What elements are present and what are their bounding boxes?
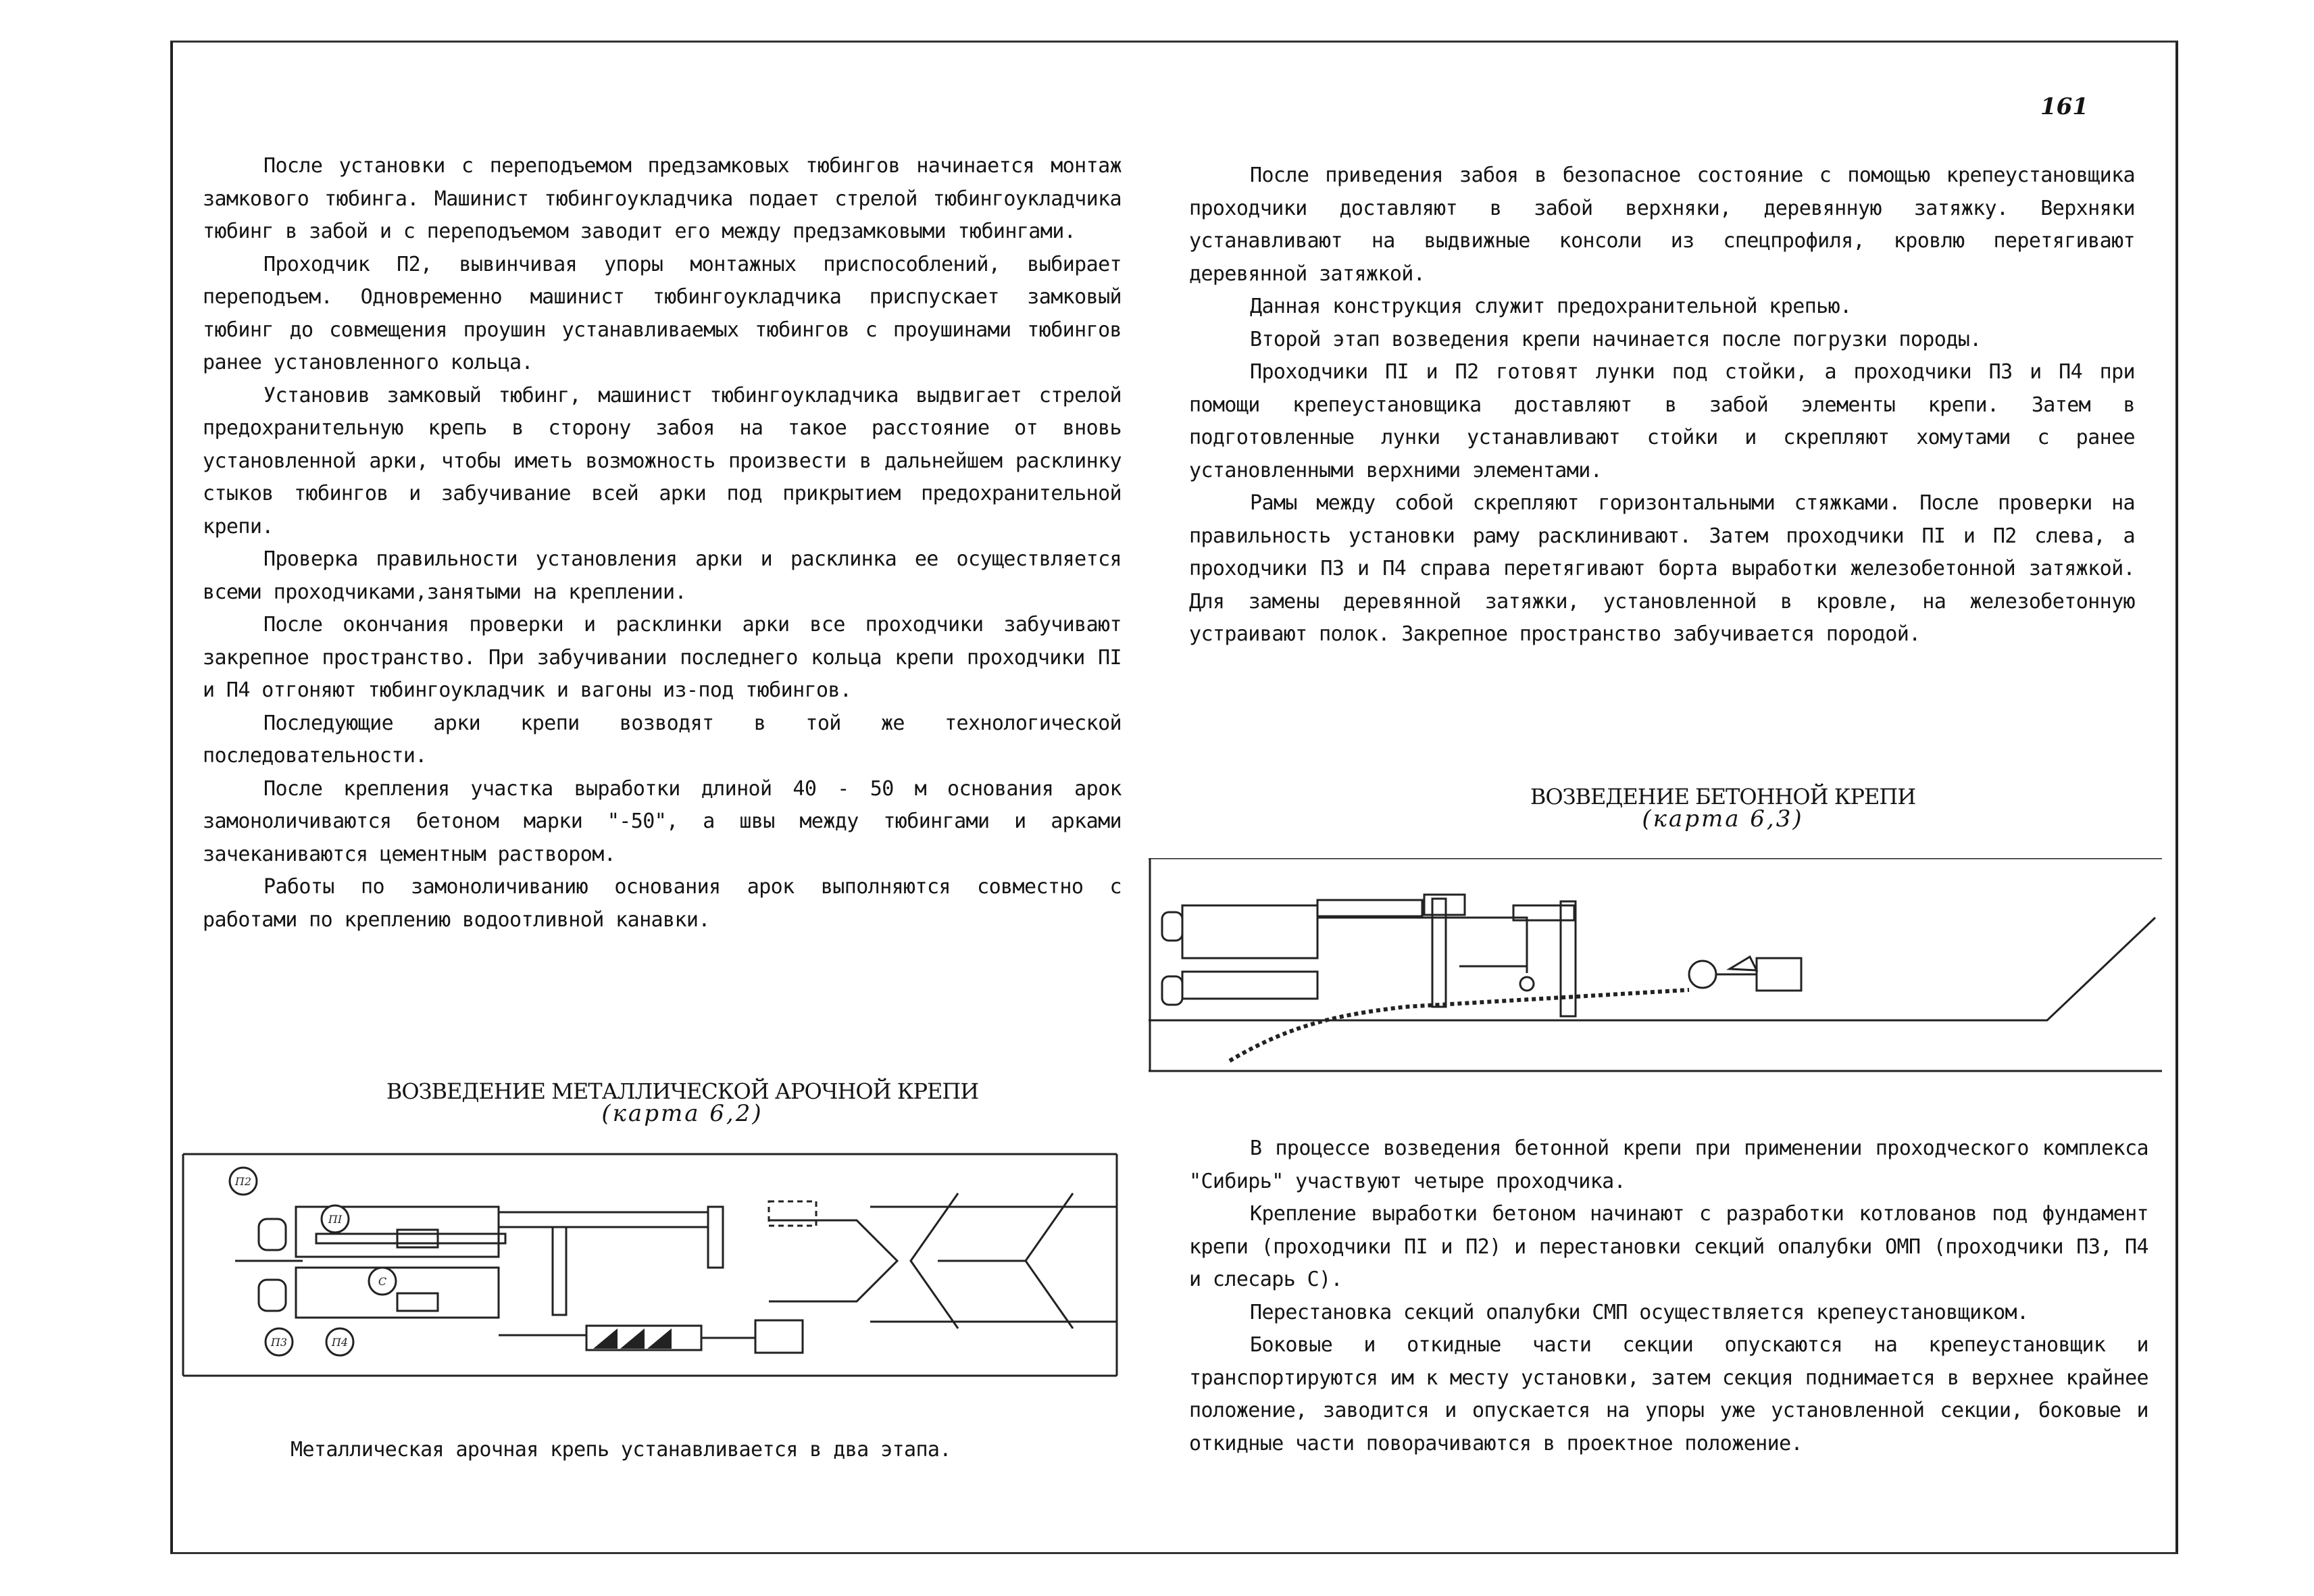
switch-right [1026,1193,1073,1261]
lining-edge [1149,918,2155,1020]
wheel-left [1162,976,1182,1005]
paragraph: Последующие арки крепи возводят в той же технологической последовательности. [203,711,1122,768]
tubing-segments [593,1328,672,1349]
boom [1317,900,1422,916]
worker-label-p2: П2 [234,1175,252,1188]
wheel [259,1280,286,1311]
paragraph: Установив замковый тюбинг, машинист тюбингоукладчика выдвигает стрелой предохранительную крепь в сторону забоя на такое расстояние от вновь установленной арки, чтобы иметь возможность произвести в дальнейшем расклинку стыков тюбингов и забучивание всей арки под прикрытием предохранительной крепи. [203,383,1122,539]
paragraph: Проверка правильности установления арки и расклинка ее осуществляется всеми проходчиками,занятыми на креплении. [203,547,1122,604]
pump-unit [1757,958,1801,991]
paragraph: Второй этап возведения крепи начинается после погрузки породы. [1250,327,1982,351]
concrete-support-diagram [1149,858,2162,1074]
right-text-column-bottom [1189,1132,2148,1460]
conveyor-outline [769,1220,897,1301]
nozzle [1730,957,1757,970]
worker-label-p3: П3 [270,1336,288,1349]
paragraph: После приведения забоя в безопасное состояние с помощью крепеустановщика проходчики доставляют в забой верхняки, деревянную затяжку. Верхняки устанавливают на выдвижные консоли из спецпрофиля, кровлю перетягивают деревянной затяжкой. [1189,164,2135,286]
paragraph: После установки с переподъемом предзамковых тюбингов начинается монтаж замкового тюбинга. Машинист тюбингоукладчика подает стрелой тюбингоукладчика тюбинг в забой и с переподъемом заводит его между предзамковыми тюбингами. [203,154,1122,243]
heading-concrete-map-ref: (карта 6,3) [1642,805,1804,832]
paragraph: Данная конструкция служит предохранительной крепью. [1250,295,1852,318]
tubing-placeholder [769,1201,816,1226]
paragraph: Проходчики ПI и П2 готовят лунки под стойки, а проходчики П3 и П4 при помощи крепеустановщика доставляют в забой элементы крепи. Затем в подготовленные лунки устанавливают стойки и скрепляют хомутами с ранее установленными верхними элементами. [1189,360,2135,482]
paragraph: После окончания проверки и расклинки арки все проходчики забучивают закрепное пространство. При забучивании последнего кольца крепи проходчики ПI и П4 отгоняют тюбингоукладчик и вагоны из-под тюбингов. [203,613,1122,702]
worker-label-s: С [378,1275,387,1288]
left-text-column [203,150,1122,937]
metal-arch-support-diagram [181,1153,1127,1382]
paragraph: После крепления участка выработки длиной 40 - 50 м основания арок замоноличиваются бетоном марки "-50", а швы между тюбингами и арками зачеканиваются цементным раствором. [203,776,1122,866]
formwork-section [1182,905,1317,958]
switch-right [1026,1261,1073,1328]
heading-metal-map-ref: (карта 6,2) [601,1100,763,1127]
paragraph: Работы по замоноличиванию основания арок выполняются совместно с работами по креплению водоотливной канавки. [203,875,1122,932]
concrete-hose [1230,990,1689,1061]
paragraph: В процессе возведения бетонной крепи при применении проходческого комплекса "Сибирь" участвуют четыре проходчика. [1189,1137,2148,1193]
paragraph: Боковые и откидные части секции опускаются на крепеустановщик и транспортируются им к месту установки, затем секция поднимается в верхнее крайнее положение, заводится и опускается на упоры уже установленной секции, боковые и откидные части поворачиваются в проектное положение. [1189,1333,2148,1455]
formwork-section [1182,972,1317,999]
wagon-end [755,1320,803,1353]
heading-metal-title: ВОЗВЕДЕНИЕ МЕТАЛЛИЧЕСКОЙ АРОЧНОЙ КРЕПИ [386,1078,979,1104]
wheel [1520,977,1534,991]
heading-concrete-support [1453,784,1993,832]
page-number: 161 [2040,93,2088,120]
pulley [1689,961,1716,988]
wheel [259,1219,286,1250]
boom [316,1234,505,1243]
paragraph: Рамы между собой скрепляют горизонтальными стяжками. После проверки на правильность установки раму расклинивают. Затем проходчики ПI и П2 слева, а проходчики П3 и П4 справа перетягивают борта выработки железобетонной затяжкой. Для замены деревянной затяжки, установленной в кровле, на железобетонную устраивают полок. Закрепное пространство забучивается породой. [1189,491,2135,646]
caption-metal-arch: Металлическая арочная крепь устанавливается в два этапа. [291,1438,951,1462]
heading-concrete-title: ВОЗВЕДЕНИЕ БЕТОННОЙ КРЕПИ [1530,784,1916,809]
carriage-rail [1317,918,1527,973]
paragraph: Проходчик П2, вывинчивая упоры монтажных приспособлений, выбирает переподъем. Одновременно машинист тюбингоукладчика приспускает замковый тюбинг до совмещения проушин устанавливаемых тюбингов с проушинами тюбингов ранее установленного кольца. [203,252,1122,374]
arm [708,1207,723,1268]
post [553,1227,566,1315]
cylinder [397,1230,438,1247]
paragraph: Перестановка секций опалубки СМП осуществляется крепеустановщиком. [1250,1300,2029,1324]
worker-label-p1: ПI [328,1213,343,1226]
boom-extension [499,1212,708,1227]
heading-metal-arch-support [378,1078,986,1127]
right-text-column-top [1189,159,2135,651]
worker-label-p4: П4 [331,1336,349,1349]
cylinder [397,1293,438,1311]
paragraph: Крепление выработки бетоном начинают с разработки котлованов под фундамент крепи (проходчики ПI и П2) и перестановки секций опалубки ОМП (проходчики П3, П4 и слесарь С). [1189,1202,2148,1291]
wheel-left [1162,912,1182,941]
